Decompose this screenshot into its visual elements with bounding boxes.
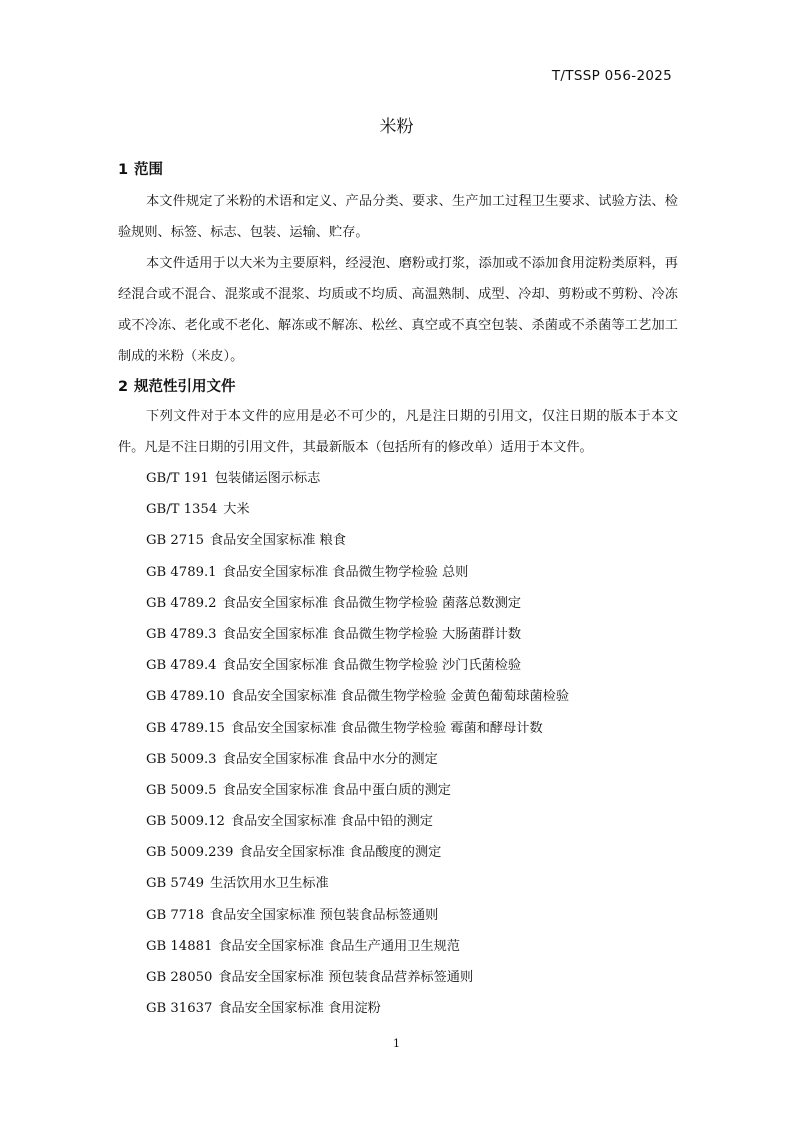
reference-item — [118, 588, 678, 619]
reference-title: 食品安全国家标准 食品生产通用卫生规范 — [218, 938, 460, 954]
reference-code: GB 4789.2 — [146, 595, 217, 611]
reference-code: GB/T 1354 — [146, 502, 218, 518]
reference-code: GB 4789.15 — [146, 720, 225, 736]
reference-item — [118, 993, 678, 1024]
reference-code: GB 5009.5 — [146, 782, 217, 798]
reference-title: 食品安全国家标准 食品中水分的测定 — [222, 751, 438, 767]
reference-item — [118, 806, 678, 837]
reference-code: GB 5009.12 — [146, 814, 225, 830]
section-number: 1 — [118, 162, 129, 178]
standard-code: T/TSSP 056-2025 — [551, 68, 672, 84]
reference-title: 食品安全国家标准 预包装食品标签通则 — [209, 907, 439, 923]
reference-item — [118, 525, 678, 556]
reference-title: 食品安全国家标准 粮食 — [209, 533, 347, 549]
reference-code: GB 5749 — [146, 876, 204, 892]
document-body — [118, 158, 678, 1024]
reference-code: GB 2715 — [146, 533, 204, 549]
reference-title: 食品安全国家标准 食品酸度的测定 — [239, 845, 442, 861]
reference-code: GB 4789.3 — [146, 626, 217, 642]
reference-code: GB 4789.4 — [146, 658, 217, 674]
reference-code: GB 28050 — [146, 970, 213, 985]
section-number: 2 — [118, 379, 129, 395]
reference-item — [118, 931, 678, 962]
reference-item — [118, 868, 678, 899]
reference-title: 生活饮用水卫生标准 — [209, 876, 329, 892]
reference-code: GB 4789.10 — [146, 689, 225, 705]
reference-code: GB 5009.239 — [146, 845, 234, 861]
reference-item — [118, 619, 678, 650]
reference-title: 食品安全国家标准 食品中铅的测定 — [230, 814, 433, 830]
reference-title: 食品安全国家标准 食品中蛋白质的测定 — [222, 782, 451, 798]
reference-item — [118, 463, 678, 494]
reference-code: GB 4789.1 — [146, 564, 217, 580]
page-number: 1 — [393, 1037, 400, 1050]
reference-title: 食品安全国家标准 食品微生物学检验 总则 — [222, 564, 469, 580]
section-title: 范围 — [134, 162, 163, 178]
reference-item — [118, 713, 678, 744]
reference-title: 食品安全国家标准 食品微生物学检验 菌落总数测定 — [222, 595, 522, 611]
reference-title: 食品安全国家标准 食品微生物学检验 金黄色葡萄球菌检验 — [230, 689, 570, 705]
reference-code: GB/T 191 — [146, 471, 209, 486]
reference-title: 食品安全国家标准 食用淀粉 — [218, 1001, 381, 1017]
reference-title: 食品安全国家标准 食品微生物学检验 大肠菌群计数 — [222, 626, 522, 642]
scope-paragraph: 本文件适用于以大米为主要原料，经浸泡、磨粉或打浆，添加或不添加食用淀粉类原料，再经混合或不混合、混浆或不混浆、均质或不均质、高温熟制、成型、冷却、剪粉或不剪粉、冷冻或不冷冻、老化或不老化、解冻或不解冻、松丝、真空或不真空包装、杀菌或不杀菌等工艺加工制成的米粉（米皮）。 — [118, 256, 678, 364]
document-title: 米粉 — [379, 117, 414, 137]
reference-code: GB 5009.3 — [146, 751, 217, 767]
reference-list — [118, 463, 678, 1024]
reference-title: 大米 — [223, 502, 250, 518]
reference-code: GB 14881 — [146, 938, 213, 954]
references-intro-paragraph: 下列文件对于本文件的应用是必不可少的，凡是注日期的引用文，仅注日期的版本于本文件。凡是不注日期的引用文件，其最新版本（包括所有的修改单）适用于本文件。 — [118, 409, 678, 455]
reference-code: GB 7718 — [146, 907, 204, 923]
reference-item — [118, 744, 678, 775]
reference-item — [118, 650, 678, 681]
section-title: 规范性引用文件 — [134, 379, 236, 395]
reference-code: GB 31637 — [146, 1001, 213, 1017]
reference-item — [118, 775, 678, 806]
section-heading-scope — [118, 158, 678, 182]
reference-title: 包装储运图示标志 — [214, 471, 321, 486]
section-heading-normative-references — [118, 375, 678, 399]
reference-item — [118, 900, 678, 931]
reference-title: 食品安全国家标准 食品微生物学检验 沙门氏菌检验 — [222, 658, 522, 674]
reference-title: 食品安全国家标准 预包装食品营养标签通则 — [218, 970, 474, 985]
reference-item — [118, 681, 678, 712]
reference-item — [118, 837, 678, 868]
scope-paragraph: 本文件规定了米粉的术语和定义、产品分类、要求、生产加工过程卫生要求、试验方法、检验规则、标签、标志、包装、运输、贮存。 — [118, 194, 678, 240]
reference-item — [118, 494, 678, 525]
reference-item — [118, 557, 678, 588]
reference-title: 食品安全国家标准 食品微生物学检验 霉菌和酵母计数 — [230, 720, 543, 736]
reference-item — [118, 962, 678, 993]
